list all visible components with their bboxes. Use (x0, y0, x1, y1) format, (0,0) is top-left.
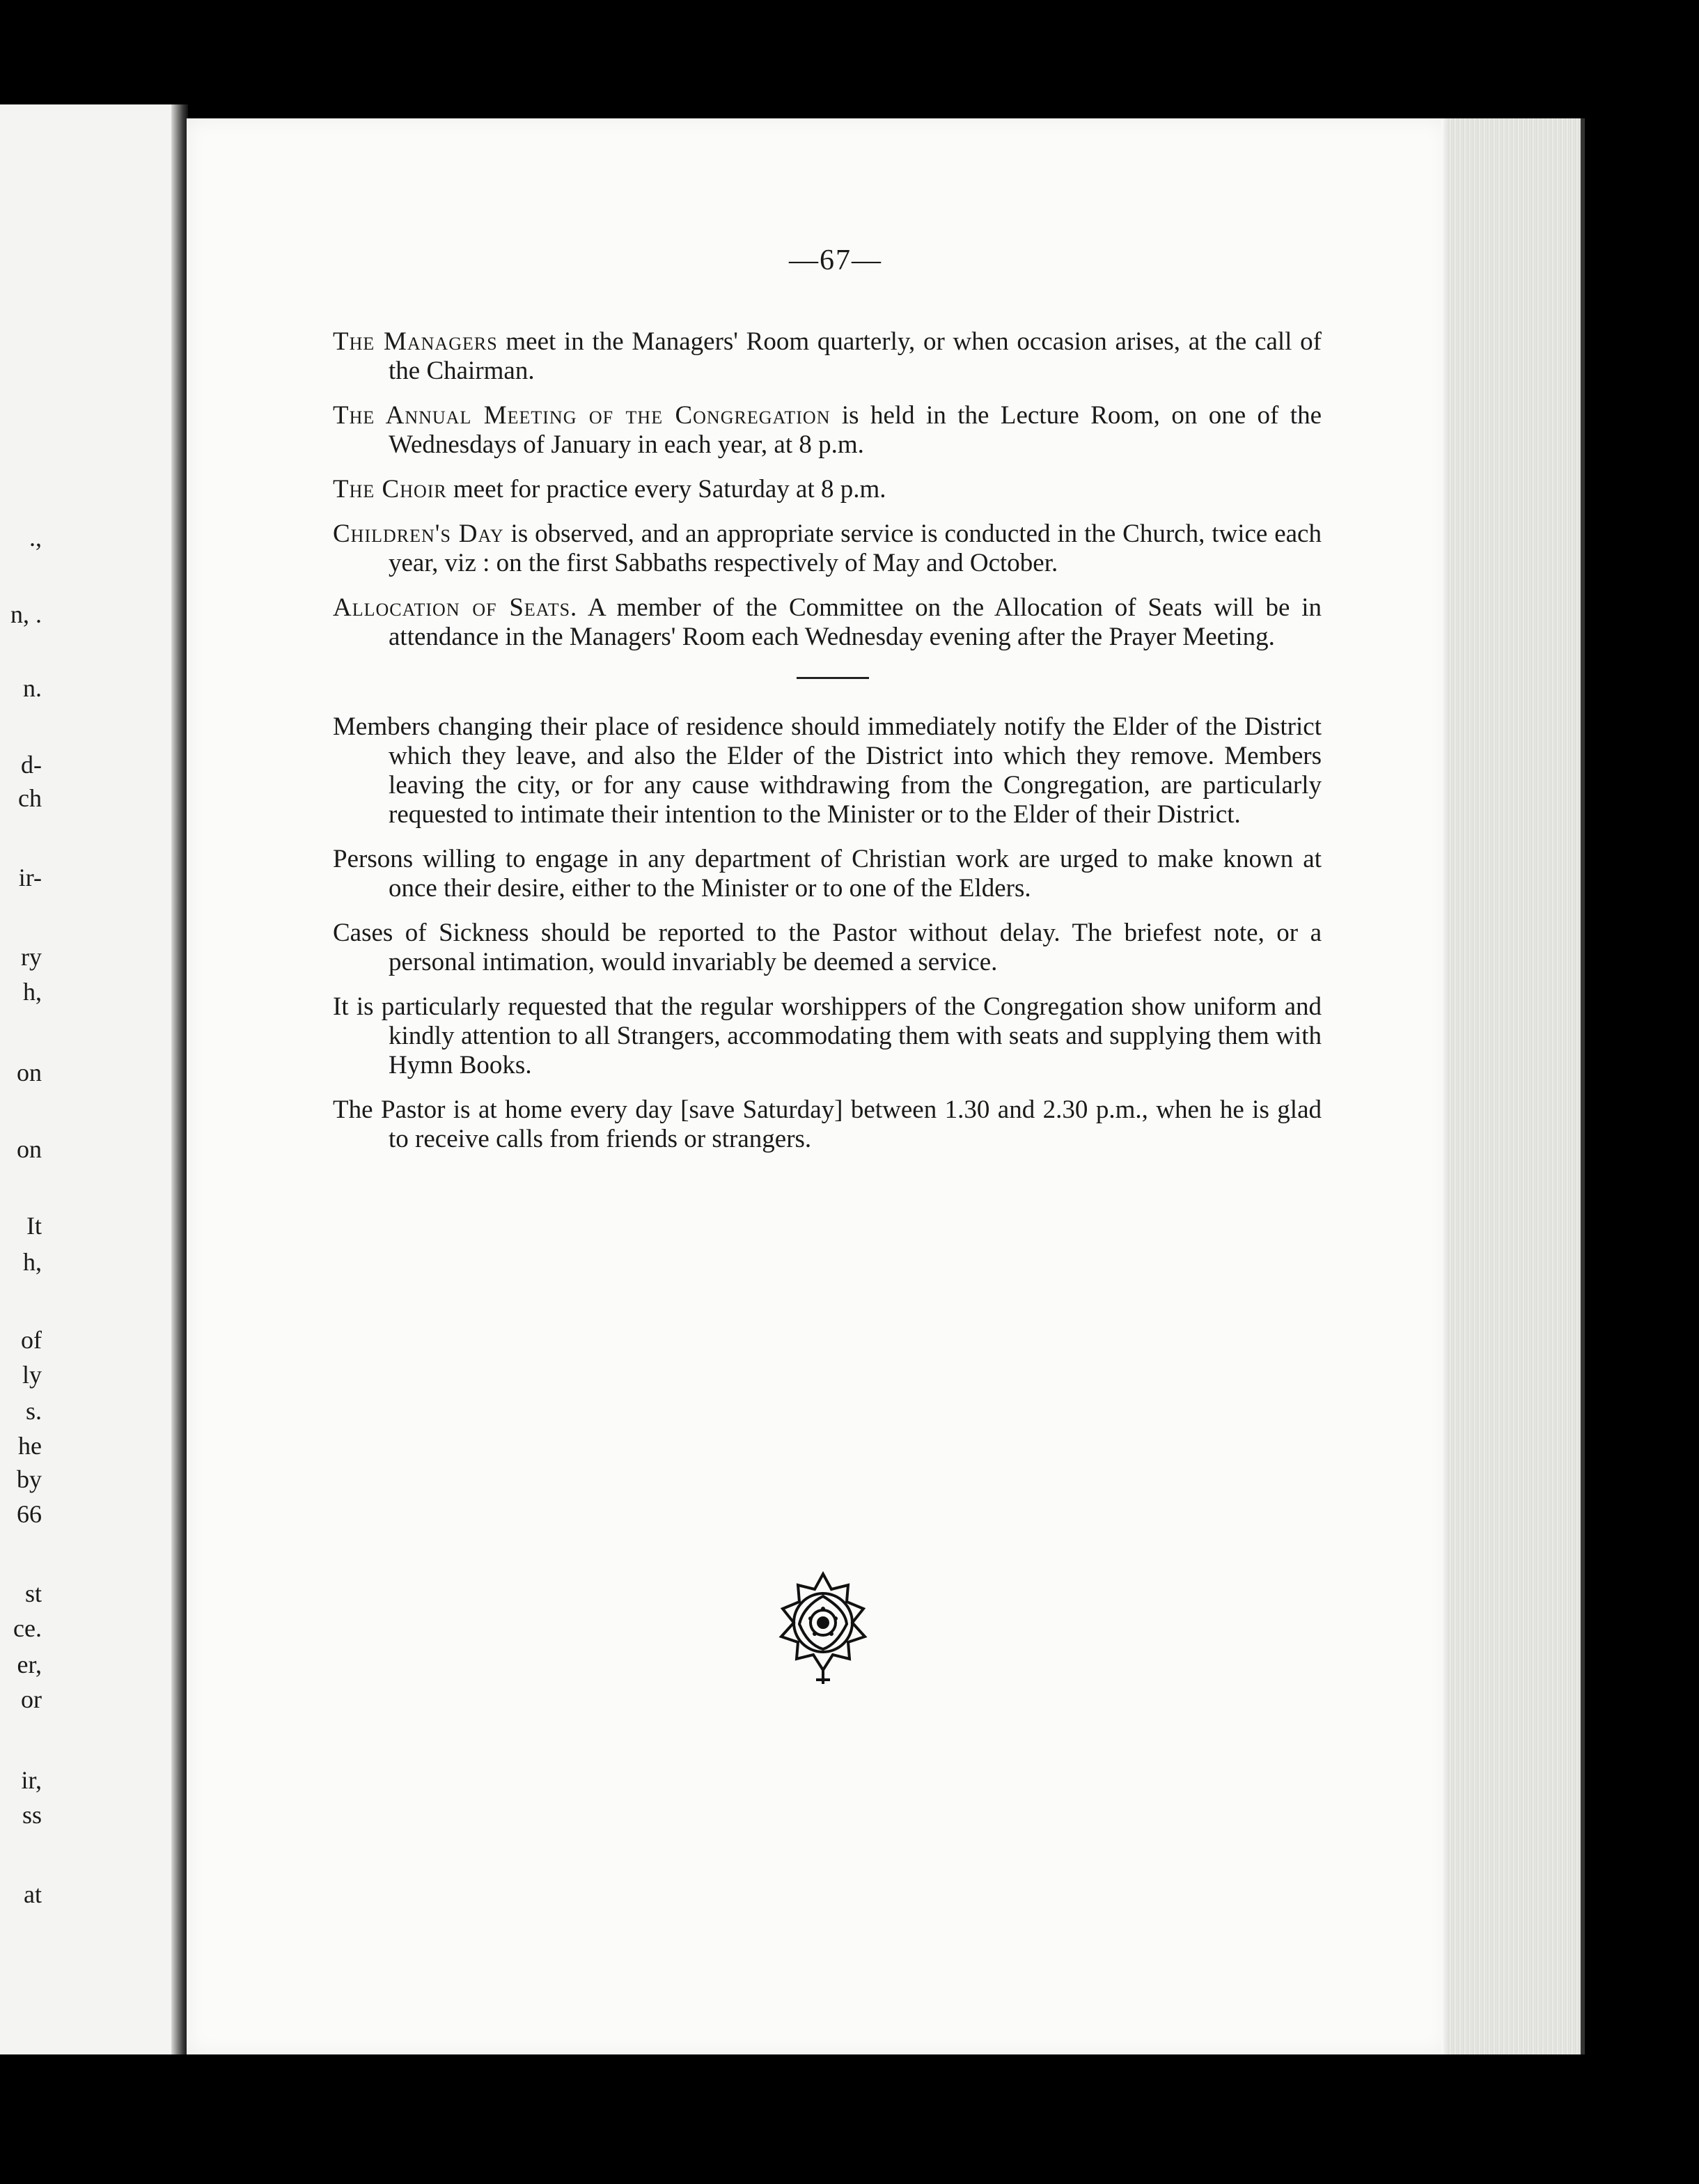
facing-fragment: ce. (13, 1614, 42, 1642)
notice-change-of-residence: Members changing their place of residence should immediately notify the Elder of the District which they leave, and also the Elder of the District into which they remove. Members leaving the city, or for any cause withdrawing from the Congregation, are particularly requested to intimate their intention to the Minister or to the Elder of their District. (333, 712, 1322, 829)
facing-fragment: he (18, 1432, 42, 1460)
section-text: meet in the Managers' Room quarterly, or when occasion arises, at the call of the Chairman. (389, 327, 1322, 385)
page-block-edges (1447, 118, 1585, 2054)
facing-fragment: on (17, 1135, 42, 1163)
section-text: is observed, and an appropriate service is conducted in the Church, twice each year, viz : on the first Sabbaths respectively of May and October. (389, 520, 1322, 577)
facing-fragment: st (24, 1580, 42, 1607)
section-heading: The Annual Meeting of the Congregation (333, 401, 831, 430)
facing-fragment: h, (23, 1248, 42, 1276)
facing-fragment: ch (18, 784, 42, 812)
facing-fragment: on (17, 1059, 42, 1086)
facing-fragment: 66 (17, 1500, 42, 1528)
facing-fragment: ir, (21, 1766, 42, 1794)
facing-fragment: ir- (18, 864, 42, 891)
notice-choir (333, 475, 1322, 504)
section-heading: The Choir (333, 475, 447, 504)
book-gutter (171, 104, 188, 2054)
notice-christian-work: Persons willing to engage in any department of Christian work are urged to make known at once their desire, either to the Minister or to one of the Elders. (333, 845, 1322, 903)
facing-fragment: n, . (10, 600, 42, 628)
facing-fragment: at (24, 1880, 42, 1908)
page-number: —67— (789, 244, 882, 276)
facing-fragment: ry (21, 943, 42, 971)
facing-fragment: ly (22, 1361, 42, 1389)
notice-sickness: Cases of Sickness should be reported to the Pastor without delay. The briefest note, or a personal intimation, would invariably be deemed a service. (333, 919, 1322, 976)
notice-pastor-hours: The Pastor is at home every day [save Saturday] between 1.30 and 2.30 p.m., when he is glad to receive calls from friends or strangers. (333, 1095, 1322, 1153)
facing-fragment: It (26, 1212, 42, 1240)
section-text: meet for practice every Saturday at 8 p.m. (446, 475, 886, 504)
facing-fragment: of (21, 1326, 42, 1354)
section-text: A member of the Committee on the Allocation of Seats will be in attendance in the Managers' Room each Wednesday evening after the Prayer Meeting. (389, 593, 1322, 651)
facing-fragment: ., (29, 524, 42, 552)
facing-fragment: or (21, 1685, 42, 1713)
section-divider (797, 677, 869, 679)
notice-childrens-day (333, 520, 1322, 578)
section-heading: Allocation of Seats. (333, 593, 578, 622)
section-text: is held in the Lecture Room, on one of the Wednesdays of January in each year, at 8 p.m. (389, 401, 1322, 459)
notice-strangers: It is particularly requested that the regular worshippers of the Congregation show uniform and kindly attention to all Strangers, accommodating them with seats and supplying them with Hymn Books. (333, 992, 1322, 1079)
facing-fragment: ss (22, 1801, 42, 1829)
facing-page-text (0, 0, 42, 2184)
notice-managers (333, 327, 1322, 386)
facing-fragment: d- (21, 751, 42, 779)
page-content (333, 327, 1322, 1169)
notice-annual-meeting (333, 401, 1322, 460)
notice-allocation-of-seats (333, 593, 1322, 652)
facing-fragment: er, (17, 1651, 42, 1678)
facing-fragment: h, (23, 978, 42, 1006)
facing-fragment: s. (25, 1397, 42, 1425)
section-heading: The Managers (333, 327, 498, 356)
tudor-rose-icon (767, 1568, 879, 1687)
facing-fragment: by (17, 1465, 42, 1493)
facing-fragment: n. (23, 674, 42, 702)
section-heading: Children's Day (333, 520, 504, 548)
